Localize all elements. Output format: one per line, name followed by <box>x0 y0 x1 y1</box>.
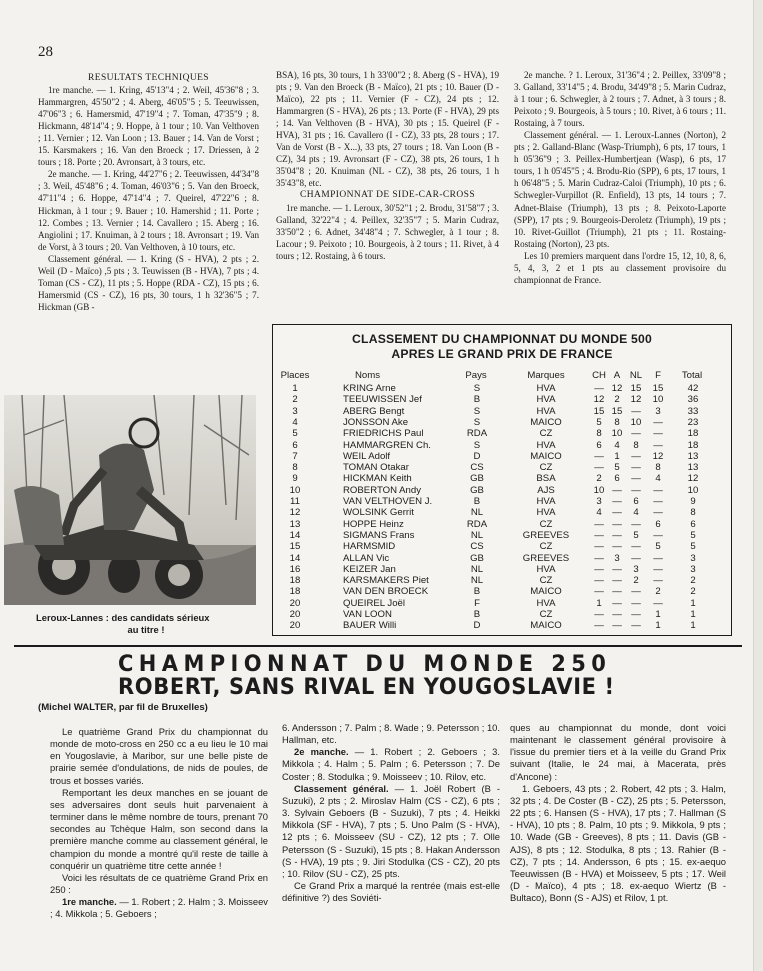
cell-ch: 4 <box>596 507 602 519</box>
cell-ch: 10 <box>593 484 605 496</box>
cell-nl: — <box>631 462 641 474</box>
cell-total: 18 <box>687 439 699 451</box>
cell-name: HAMMARGREN Ch. <box>343 439 431 451</box>
cell-pays: S <box>473 405 481 417</box>
cell-nl: 6 <box>633 496 639 507</box>
cell-pays: B <box>473 609 481 620</box>
cell-name: KARSMAKERS Piet <box>343 575 429 587</box>
cell-place: 2 <box>292 394 298 406</box>
cell-nl: 8 <box>633 439 639 451</box>
cell-pays: D <box>473 450 481 462</box>
cell-marque: HVA <box>536 507 556 519</box>
cell-f: — <box>653 575 663 587</box>
paragraph: 1re manche. — 1. Leroux, 30'52"1 ; 2. Brodu, 31'58"7 ; 3. Galland, 32'22"4 ; 4. Peillex, 32'35"7 ; 5. Marin Cudraz, 33'50"2 ; 6. Adnet, 34'48"4 ; 7. Schwegler, à 1 tour ; 8. Lacour ; 9. Peixoto ; 10. Bourgeois, à 2 tours ; 11. Rivet, à 4 tours ; 12. Rostaing, à 6 tours. <box>276 202 499 261</box>
cell-name: VAN VELTHOVEN J. <box>343 496 433 507</box>
section-divider <box>14 645 742 647</box>
cell-a: — <box>612 620 622 632</box>
cell-pays: NL <box>470 563 484 575</box>
table-row <box>273 440 731 452</box>
cell-place: 8 <box>292 462 298 474</box>
header-total: Total <box>681 370 703 381</box>
standings-header-row <box>273 370 731 382</box>
cell-place: 18 <box>289 586 301 598</box>
cell-nl: 5 <box>633 529 639 541</box>
cell-pays: S <box>473 439 481 451</box>
paragraph: Ce Grand Prix a marqué la rentrée (mais est-elle définitive ?) des Soviéti- <box>282 880 500 904</box>
cell-place: 13 <box>289 518 301 530</box>
cell-place: 7 <box>292 450 298 462</box>
cell-pays: S <box>473 416 481 428</box>
cell-total: 3 <box>690 552 696 564</box>
cell-pays: B <box>473 496 481 507</box>
cell-name: HOPPE Heinz <box>343 518 404 530</box>
cell-f: 8 <box>655 462 661 474</box>
cell-ch: — <box>594 620 604 632</box>
table-row <box>273 406 731 418</box>
cell-f: — <box>653 484 663 496</box>
table-row <box>273 564 731 576</box>
cell-place: 6 <box>292 439 298 451</box>
headline-line-2: ROBERT, SANS RIVAL EN YOUGOSLAVIE ! <box>118 674 615 700</box>
cell-a: 5 <box>614 462 620 474</box>
cell-ch: — <box>594 575 604 587</box>
paragraph: Le quatrième Grand Prix du championnat du monde de moto-cross en 250 cc a eu lieu le 10 mai en Yougoslavie, à Maribor, sur une belle piste de prairie semée d'ondulations, de nids de poules, de trous et bosses variés. <box>50 726 268 786</box>
standings-subtitle: APRES LE GRAND PRIX DE FRANCE <box>391 347 613 361</box>
cell-total: 9 <box>690 496 696 507</box>
caption-line-2: au titre ! <box>127 624 165 635</box>
header-f: F <box>655 370 661 381</box>
cell-pays: NL <box>470 507 484 519</box>
cell-a: 3 <box>614 552 620 564</box>
article-byline: (Michel WALTER, par fil de Bruxelles) <box>38 702 208 713</box>
cell-total: 5 <box>690 541 696 553</box>
cell-f: 5 <box>655 541 661 553</box>
cell-name: WEIL Adolf <box>343 450 391 462</box>
cell-name: VAN DEN BROECK <box>343 586 429 598</box>
cell-name: TEEUWISSEN Jef <box>343 394 422 406</box>
cell-a: — <box>612 586 622 598</box>
cell-name: HARMSMID <box>343 541 396 553</box>
cell-nl: — <box>631 405 641 417</box>
article-column-2 <box>282 722 500 904</box>
table-row <box>273 428 731 440</box>
cell-ch: — <box>594 518 604 530</box>
cell-f: — <box>653 507 663 519</box>
table-row <box>273 598 731 610</box>
cell-place: 12 <box>289 507 301 519</box>
table-row <box>273 530 731 542</box>
cell-ch: 5 <box>596 416 602 428</box>
table-row <box>273 451 731 463</box>
cell-pays: B <box>473 586 481 598</box>
cell-marque: CZ <box>539 541 553 553</box>
paragraph: ques au championnat du monde, dont voici maintenant le classement général provisoire à l'issue du premier tiers et à la veille du Grand Prix suivant (Italie, le 24 mai, à Macerata, près d'Ancone) : <box>510 722 726 782</box>
cell-total: 5 <box>690 529 696 541</box>
cell-place: 11 <box>290 496 300 507</box>
cell-nl: — <box>631 518 641 530</box>
cell-a: 4 <box>614 439 620 451</box>
cell-pays: NL <box>470 529 484 541</box>
cell-f: 10 <box>652 394 664 406</box>
cell-pays: GB <box>470 473 484 485</box>
cell-nl: — <box>631 428 641 440</box>
header-a: A <box>613 370 621 381</box>
cell-pays: NL <box>470 575 484 587</box>
table-row <box>273 507 731 519</box>
cell-name: FRIEDRICHS Paul <box>343 428 424 440</box>
cell-name: ABERG Bengt <box>343 405 405 417</box>
cell-total: 3 <box>690 563 696 575</box>
cell-nl: — <box>631 609 641 620</box>
cell-total: 13 <box>687 450 699 462</box>
cell-marque: MAICO <box>530 450 562 462</box>
cell-f: 12 <box>652 450 664 462</box>
paragraph: Classement général. — 1. Kring (S - HVA), 2 pts ; 2. Weil (D - Maïco) ,5 pts ; 3. Teuwissen (B - HVA), 7 pts ; 4. Toman (CS - CZ), 11 pts ; 5. Hoppe (RDA - CZ), 15 pts ; 6. Hamersmid (CS - CZ), 16 pts, 30 tours, 1 h 32'36"5 ; 7. Hickman (GB - <box>38 253 259 312</box>
cell-ch: 6 <box>596 439 602 451</box>
table-row <box>273 620 731 632</box>
cell-a: 12 <box>611 383 623 394</box>
cell-place: 5 <box>292 428 298 440</box>
cell-total: 23 <box>687 416 699 428</box>
cell-pays: RDA <box>466 518 488 530</box>
cell-place: 10 <box>289 484 301 496</box>
table-row <box>273 575 731 587</box>
cell-marque: HVA <box>536 496 556 507</box>
cell-marque: CZ <box>539 428 553 440</box>
cell-pays: B <box>473 394 481 406</box>
cell-a: — <box>612 496 622 507</box>
cell-pays: D <box>473 620 481 632</box>
cell-f: 4 <box>655 473 661 485</box>
cell-name: HICKMAN Keith <box>343 473 412 485</box>
cell-f: 1 <box>655 609 661 620</box>
cell-marque: HVA <box>536 439 556 451</box>
cell-nl: 2 <box>633 575 639 587</box>
paragraph: 1. Geboers, 43 pts ; 2. Robert, 42 pts ; 3. Halm, 32 pts ; 4. De Coster (B - CZ), 25 pts ; 5. Petersson, 22 pts ; 6. Hansen (S - HVA), 17 pts ; 7. Hallman (S - HVA), 10 pts ; 8. Palm, 10 pts ; 9. Mikkola, 9 pts ; 10. Wade (GB - Greeves), 8 pts ; 11. Davis (GB - AJS), 8 pts ; 12. Stodulka, 8 pts ; 13. Rahier (B - CZ), 7 pts ; 14. Andersson, 6 pts ; 15. ex-aequo Teeuwissen (B - HVA) et Moisseev, 5 pts ; 17. Weil (D - Maïco), 4 pts ; 18. ex-aequo Wiertz (B - Bultaco), Bonn (S - AJS) et Rilov, 1 pt. <box>510 782 726 904</box>
caption-line-1: Leroux-Lannes : des candidats sérieux <box>36 612 210 623</box>
paragraph: Voici les résultats de ce quatrième Grand Prix en 250 : <box>50 871 268 896</box>
cell-name: BAUER Willi <box>343 620 397 632</box>
standings-title: CLASSEMENT DU CHAMPIONNAT DU MONDE 500 <box>352 332 652 346</box>
paragraph <box>282 783 500 880</box>
cell-nl: 4 <box>633 507 639 519</box>
cell-a: 8 <box>614 416 620 428</box>
cell-marque: AJS <box>537 484 555 496</box>
paragraph: Remportant les deux manches en se jouant de ses adversaires dont seuls huit parvenaient à terminer dans le même nombre de tours, prenant 70 secondes au Tchèque Halm, son second dans la première manche comme au classement général, le champion du monde a montré qu'il reste de taille à conquérir un quatrième titre cette année ! <box>50 786 268 871</box>
cell-a: — <box>612 563 622 575</box>
table-row <box>273 609 731 621</box>
paragraph-lead: Classement général. <box>294 782 389 794</box>
cell-f: 2 <box>655 586 661 598</box>
table-row <box>273 473 731 485</box>
table-row <box>273 519 731 531</box>
cell-a: 2 <box>614 394 620 406</box>
paragraph: 6. Andersson ; 7. Palm ; 8. Wade ; 9. Petersson ; 10. Hallman, etc. <box>282 722 500 746</box>
cell-marque: HVA <box>536 597 556 609</box>
paragraph: 2e manche. ? 1. Leroux, 31'36"4 ; 2. Peillex, 33'09"8 ; 3. Galland, 33'14"5 ; 4. Brodu, 34'49"8 ; 5. Marin Cudraz, à 1 tour ; 6. Schwegler, à 2 tours ; 7. Adnet, à 3 tours ; 8. Peixoto ; 9. Bourgeois, à 5 tours ; 10. Rivet, à 6 tours ; 11. Rostaing, à 7 tours. <box>514 70 726 129</box>
cell-name: JONSSON Ake <box>343 416 409 428</box>
cell-pays: GB <box>470 484 484 496</box>
cell-place: 1 <box>292 383 298 394</box>
cell-nl: — <box>631 541 641 553</box>
paragraph: Classement général. — 1. Leroux-Lannes (Norton), 2 pts ; 2. Galland-Blanc (Wasp-Triumph), 6 pts, 17 tours, 1 h 05'36"9 ; 3. Peillex-Humbertjean (Wasp), 6 pts, 17 tours, 1 h 05'45"5 ; 4. Brodu-Rio (SPP), 6 pts, 17 tours, 1 h 06'48"5 ; 5. Marin Cudraz-Caloi (Triumph), 10 pts ; 6. Schwegler-Vurpillot (R. Enfield), 13 pts, 14 tours ; 7. Adnet-Blaise (Triumph), 13 pts ; 8. Peixoto-Laporte (SPP), 17 pts ; 9. Bourgeois-Deroletz (Triumph), 19 pts ; 10. Rivet-Guillot (Triumph), 21 pts ; 11. Rostaing-Rostaing (Norton), 23 pts. <box>514 130 726 249</box>
cell-nl: — <box>631 586 641 598</box>
article-headline <box>118 652 648 698</box>
cell-pays: S <box>473 383 481 394</box>
cell-ch: — <box>594 450 604 462</box>
cell-place: 9 <box>292 473 298 485</box>
cell-ch: — <box>594 609 604 620</box>
paragraph-lead: 1re manche. <box>62 896 117 908</box>
table-row <box>273 394 731 406</box>
paragraph-text: — 1. Robert ; 2. Halm ; 3. Moisseev ; 4. Mikkola ; 5. Geboers ; <box>50 896 268 920</box>
cell-f: — <box>653 428 663 440</box>
cell-a: — <box>612 518 622 530</box>
paragraph <box>282 746 500 782</box>
paragraph: BSA), 16 pts, 30 tours, 1 h 33'00"2 ; 8. Aberg (S - HVA), 19 pts ; 9. Van den Broeck (B - Maïco), 21 pts ; 10. Bauer (D - Maïco), 22 pts ; 11. Vernier (F - CZ), 24 pts ; 12. Hammargren (S - HVA), 26 pts ; 13. Porte (F - HVA), 29 pts ; 14. Van Velthoven (B - HVA), 30 pts ; 15. Queirel (F - HVA), 31 pts ; 16. Cavallero (I - CZ), 33 pts, 28 tours ; 17. Van de Vorst (B - X...), 33 pts, 27 tours ; 18. Van Loon (B - CZ), 34 pts ; 19. Avronsart (F - CZ), 38 pts, 26 tours, 1 h 35'04"8 ; 20. Knuiman (NL - CZ), 38 pts, 26 tours, 1 h 35'43"8, etc. <box>276 70 499 189</box>
cell-f: — <box>653 496 663 507</box>
cell-marque: HVA <box>536 383 556 394</box>
paragraph-lead: 2e manche. <box>294 746 349 758</box>
cell-a: 10 <box>611 428 623 440</box>
table-row <box>273 586 731 598</box>
cell-ch: — <box>594 462 604 474</box>
cell-nl: — <box>631 620 641 632</box>
table-row <box>273 383 731 395</box>
cell-nl: — <box>631 484 641 496</box>
paragraph-text: — 1. Joël Robert (B - Suzuki), 2 pts ; 2. Miroslav Halm (CS - CZ), 6 pts ; 3. Sylvain Geboers (B - Suzuki), 7 pts ; 4. Heikki Mikkola (SF - HVA), 7 pts ; 5. Uno Palm (S - HVA), 12 pts ; 6. Moisseev (SU - CZ), 12 pts ; 7. Olle Petersson (S - Suzuki), 15 pts ; 8. Hakan Andersson (S - HVA), 19 pts ; 9. Jiri Stodulka (CS - CZ), 20 pts ; 10. Rilov (SU - CZ), 25 pts. <box>282 782 501 879</box>
cell-total: 2 <box>690 586 696 598</box>
cell-marque: GREEVES <box>522 552 570 564</box>
cell-ch: 12 <box>593 394 605 406</box>
cell-total: 42 <box>687 383 699 394</box>
cell-total: 8 <box>690 507 696 519</box>
paragraph <box>50 896 268 920</box>
cell-ch: — <box>594 383 604 394</box>
cell-place: 20 <box>289 609 301 620</box>
cell-ch: — <box>594 563 604 575</box>
header-nl: NL <box>629 370 643 381</box>
table-row <box>273 462 731 474</box>
cell-name: KEIZER Jan <box>343 563 396 575</box>
cell-total: 12 <box>687 473 699 485</box>
paragraph: 1re manche. — 1. Kring, 45'13"4 ; 2. Weil, 45'36"8 ; 3. Hammargren, 45'50"2 ; 4. Aberg, 46'05"5 ; 5. Teeuwissen, 47'06"3 ; 6. Hamersmid, 47'19"4 ; 7. Toman, 47'35"9 ; 8. Hickmann, 48'14"4 ; 9. Hoppe, à 1 tour ; 10. Van Velthoven ; 11. Vernier ; 12. Van Loon ; 13. Bauer ; 14. Van de Vorst ; 15. Karsmakers ; 16. Van den Broeck ; 17. Driessen, à 2 tours ; 18. Porte ; 20. Avronsart, à 3 tours, etc. <box>38 85 259 168</box>
section-heading: CHAMPIONNAT DE SIDE-CAR-CROSS <box>299 190 476 201</box>
cell-nl: 3 <box>633 563 639 575</box>
cell-nl: — <box>631 552 641 564</box>
standings-table <box>272 324 732 636</box>
cell-f: — <box>653 563 663 575</box>
header-country: Pays <box>465 370 487 381</box>
cell-ch: — <box>594 586 604 598</box>
cell-ch: 8 <box>596 428 602 440</box>
cell-total: 1 <box>690 597 696 609</box>
table-row <box>273 417 731 429</box>
cell-name: ALLAN Vic <box>343 552 390 564</box>
cell-marque: CZ <box>539 609 553 620</box>
cell-pays: GB <box>470 552 484 564</box>
cell-marque: CZ <box>539 462 553 474</box>
cell-ch: 15 <box>593 405 605 417</box>
cell-place: 20 <box>289 597 301 609</box>
cell-a: 15 <box>611 405 623 417</box>
sidecar-photo <box>4 395 256 605</box>
cell-nl: — <box>631 597 641 609</box>
cell-marque: MAICO <box>530 416 562 428</box>
cell-pays: CS <box>470 541 484 553</box>
cell-f: 1 <box>655 620 661 632</box>
cell-f: 15 <box>652 383 664 394</box>
page-edge <box>753 0 763 971</box>
cell-marque: GREEVES <box>522 529 570 541</box>
cell-place: 4 <box>292 416 298 428</box>
cell-total: 6 <box>690 518 696 530</box>
cell-marque: MAICO <box>530 620 562 632</box>
cell-f: — <box>653 416 663 428</box>
article-column-1 <box>50 726 268 921</box>
results-column-3 <box>514 69 726 286</box>
cell-marque: HVA <box>536 405 556 417</box>
paragraph-text: — 1. Robert ; 2. Geboers ; 3. Mikkola ; 4. Halm ; 5. Palm ; 6. Petersson ; 7. De Coster ; 8. Stodulka ; 9. Moisseev ; 10. Rilov, etc. <box>282 746 500 782</box>
cell-place: 18 <box>289 575 301 587</box>
table-row <box>273 553 731 565</box>
cell-total: 33 <box>687 405 699 417</box>
cell-nl: — <box>631 473 641 485</box>
cell-ch: — <box>594 552 604 564</box>
cell-f: — <box>653 552 663 564</box>
cell-a: 6 <box>614 473 620 485</box>
cell-pays: F <box>474 597 480 609</box>
cell-marque: HVA <box>536 394 556 406</box>
cell-total: 18 <box>687 428 699 440</box>
cell-ch: — <box>594 529 604 541</box>
cell-ch: — <box>594 541 604 553</box>
header-name: Noms <box>355 370 381 381</box>
header-make: Marques <box>527 370 565 381</box>
cell-a: — <box>612 507 622 519</box>
cell-name: TOMAN Otakar <box>343 462 409 474</box>
cell-total: 2 <box>690 575 696 587</box>
cell-nl: — <box>631 450 641 462</box>
header-ch: CH <box>592 370 606 381</box>
cell-name: ROBERTON Andy <box>343 484 422 496</box>
header-place: Places <box>280 370 310 381</box>
cell-ch: 2 <box>596 473 602 485</box>
cell-f: 6 <box>655 518 661 530</box>
cell-place: 15 <box>289 541 301 553</box>
cell-marque: BSA <box>536 473 556 485</box>
cell-ch: 3 <box>596 496 602 507</box>
cell-f: 3 <box>655 405 661 417</box>
cell-name: SIGMANS Frans <box>343 529 415 541</box>
paragraph: Les 10 premiers marquent dans l'ordre 15, 12, 10, 8, 6, 5, 4, 3, 2 et 1 pts au classement provisoire du championnat de France. <box>514 250 726 285</box>
paragraph: 2e manche. — 1. Kring, 44'27"6 ; 2. Teeuwissen, 44'34"8 ; 3. Weil, 45'48"6 ; 4. Toman, 46'03"6 ; 5. Van den Broeck, 47'11"4 ; 6. Hoppe, 47'14"4 ; 7. Queirel, 47'22"6 ; 8. Hickman, à 1 tour ; 9. Bauer ; 10. Hamershid ; 11. Porte ; 12. Combes ; 13. Vernier ; 14. Cavallero ; 15. Aberg ; 16. Angiolini ; 17. Knuiman, à 2 tours ; 18. Avronsart ; 19. Van de Vorst, à 3 tours ; 20. Van Velthoven, à 10 tours, etc. <box>38 169 259 252</box>
cell-a: — <box>612 575 622 587</box>
results-column-1 <box>38 72 259 313</box>
cell-f: — <box>653 529 663 541</box>
table-row <box>273 541 731 553</box>
cell-a: — <box>612 529 622 541</box>
table-row <box>273 485 731 497</box>
cell-nl: 12 <box>630 394 642 406</box>
article-column-3 <box>510 722 726 904</box>
cell-pays: CS <box>470 462 484 474</box>
cell-nl: 10 <box>630 416 642 428</box>
cell-ch: 1 <box>596 597 602 609</box>
page-number: 28 <box>38 44 53 60</box>
cell-total: 1 <box>690 609 696 620</box>
cell-f: — <box>653 597 663 609</box>
cell-place: 16 <box>289 563 301 575</box>
cell-a: — <box>612 484 622 496</box>
cell-total: 1 <box>690 620 696 632</box>
cell-name: WOLSINK Gerrit <box>343 507 414 519</box>
cell-marque: CZ <box>539 518 553 530</box>
table-row <box>273 496 731 508</box>
cell-place: 14 <box>289 529 301 541</box>
cell-name: VAN LOON <box>343 609 392 620</box>
cell-total: 36 <box>687 394 699 406</box>
cell-place: 20 <box>289 620 301 632</box>
cell-marque: MAICO <box>530 586 562 598</box>
cell-marque: HVA <box>536 563 556 575</box>
photo-caption <box>36 612 256 636</box>
results-column-2 <box>276 69 499 262</box>
cell-marque: CZ <box>539 575 553 587</box>
cell-a: — <box>612 597 622 609</box>
cell-total: 10 <box>687 484 699 496</box>
cell-place: 14 <box>289 552 301 564</box>
cell-a: 1 <box>614 450 620 462</box>
cell-a: — <box>612 541 622 553</box>
cell-f: — <box>653 439 663 451</box>
section-heading: RESULTATS TECHNIQUES <box>88 73 209 83</box>
headline-line-1: CHAMPIONNAT DU MONDE 250 <box>118 650 612 677</box>
cell-pays: RDA <box>466 428 488 440</box>
cell-total: 13 <box>687 462 699 474</box>
cell-name: QUEIREL Joël <box>343 597 406 609</box>
cell-name: KRING Arne <box>343 383 396 394</box>
cell-nl: 15 <box>630 383 642 394</box>
cell-place: 3 <box>292 405 298 417</box>
cell-a: — <box>612 609 622 620</box>
